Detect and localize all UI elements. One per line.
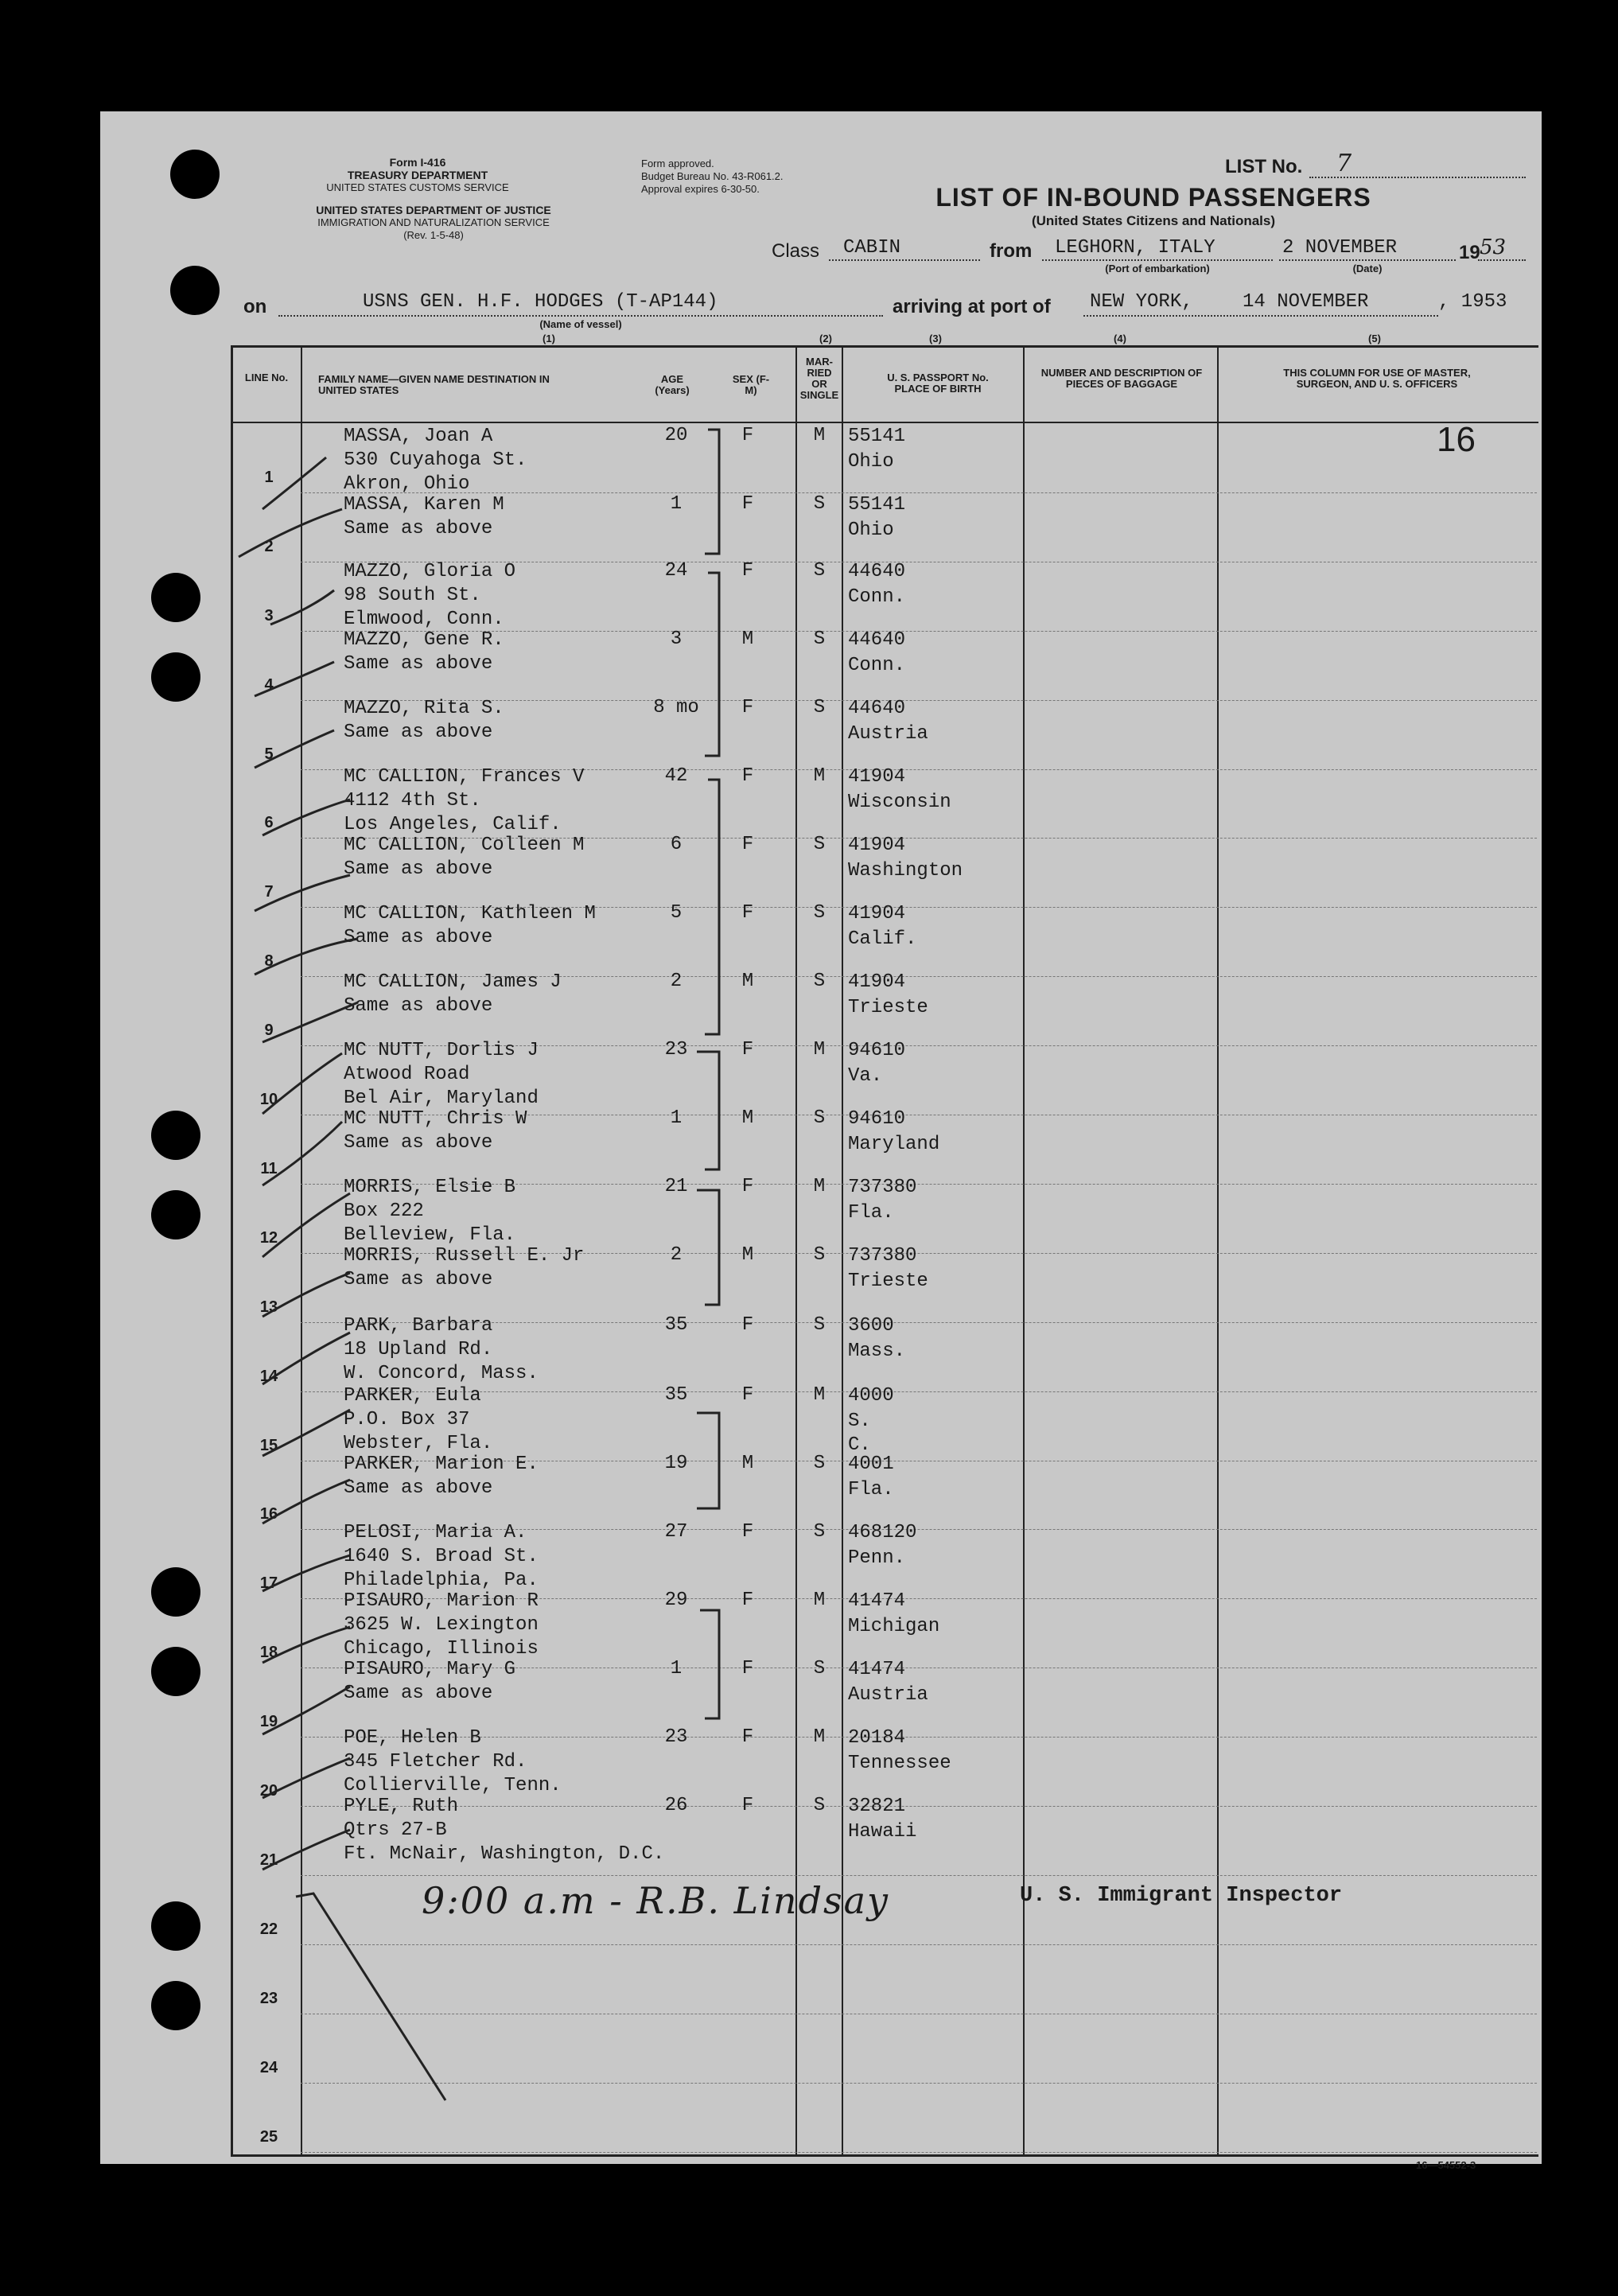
line-number: 23	[259, 1990, 278, 2007]
line-number: 11	[260, 1160, 278, 1177]
passenger-name: MC CALLION, Kathleen M	[344, 903, 596, 924]
col-number-4: (4)	[1114, 333, 1126, 344]
line-number: 14	[259, 1368, 278, 1385]
passenger-destination: Philadelphia, Pa.	[344, 1570, 539, 1591]
passport-number: 3600	[848, 1315, 894, 1337]
passport-number: 20184	[848, 1727, 906, 1749]
treasury-label: TREASURY DEPARTMENT	[347, 169, 488, 181]
line-number: 17	[259, 1574, 278, 1592]
manifest-sheet	[100, 111, 1542, 2164]
passenger-destination: Same as above	[344, 1132, 493, 1154]
line-number: 10	[259, 1091, 278, 1108]
passenger-marital-status: S	[813, 1314, 826, 1336]
arrival-port: NEW YORK,	[1090, 291, 1193, 313]
passenger-marital-status: S	[813, 834, 826, 855]
place-of-birth: Tennessee	[848, 1753, 951, 1774]
passport-number: 41904	[848, 971, 906, 993]
passport-number: 737380	[848, 1245, 917, 1267]
year-prefix: 19	[1459, 242, 1480, 263]
line-number: 15	[259, 1437, 278, 1454]
row-separator	[301, 1944, 1537, 1945]
passenger-marital-status: S	[813, 1453, 826, 1474]
passport-number: 41904	[848, 835, 906, 856]
place-of-birth: Fla.	[848, 1202, 894, 1224]
passenger-sex: F	[741, 560, 754, 582]
passenger-age: 2	[670, 1244, 683, 1266]
passenger-destination: Same as above	[344, 1683, 493, 1704]
line-number: 18	[259, 1644, 278, 1661]
passenger-destination: Same as above	[344, 1477, 493, 1499]
expiry-label: Approval expires 6-30-50.	[641, 183, 760, 195]
form-number: Form I-416	[389, 156, 446, 169]
line-number: 5	[264, 745, 274, 763]
place-of-birth: Calif.	[848, 928, 917, 950]
passenger-sex: F	[741, 1314, 754, 1336]
place-of-birth: Mass.	[848, 1341, 906, 1362]
vessel-name: USNS GEN. H.F. HODGES (T-AP144)	[363, 291, 718, 313]
place-of-birth: Trieste	[848, 997, 928, 1018]
punch-hole	[151, 652, 200, 702]
place-of-birth: Wisconsin	[848, 792, 951, 813]
col-header-passport: U. S. PASSPORT No. PLACE OF BIRTH	[887, 372, 989, 395]
passenger-destination: Same as above	[344, 518, 493, 539]
line-number: 19	[259, 1713, 278, 1730]
passenger-destination: Box 222	[344, 1201, 424, 1222]
passenger-sex: F	[741, 765, 754, 787]
punch-hole	[151, 1647, 200, 1696]
passenger-sex: F	[741, 425, 754, 446]
inspector-stamp: U. S. Immigrant Inspector	[1020, 1884, 1343, 1908]
passenger-name: MC CALLION, James J	[344, 971, 562, 993]
passenger-name: PARK, Barbara	[344, 1315, 493, 1337]
passenger-age: 21	[664, 1176, 688, 1197]
from-value: LEGHORN, ITALY	[1055, 237, 1215, 259]
passenger-marital-status: M	[813, 425, 826, 446]
line-number: 24	[259, 2059, 278, 2076]
list-no-underline	[1309, 177, 1526, 178]
line-number: 25	[259, 2128, 278, 2146]
manifest-subtitle: (United States Citizens and Nationals)	[1031, 213, 1276, 228]
passport-number: 41904	[848, 766, 906, 788]
class-label: Class	[772, 240, 820, 262]
departure-date: 2 NOVEMBER	[1282, 237, 1398, 259]
table-top-border	[231, 345, 1538, 348]
passenger-marital-status: S	[813, 1795, 826, 1816]
line-number: 2	[264, 538, 274, 555]
table-header-border	[231, 422, 1538, 423]
passenger-age: 24	[664, 560, 688, 582]
passenger-name: MC NUTT, Dorlis J	[344, 1040, 539, 1061]
passenger-sex: F	[741, 1590, 754, 1611]
line-number: 21	[259, 1851, 278, 1869]
passenger-marital-status: S	[813, 493, 826, 515]
place-of-birth: Conn.	[848, 586, 906, 608]
line-number: 4	[264, 676, 274, 694]
justice-label: UNITED STATES DEPARTMENT OF JUSTICE	[316, 204, 551, 216]
col-header-sex: SEX (F-M)	[732, 373, 770, 396]
passenger-destination: Same as above	[344, 722, 493, 743]
line-number: 6	[264, 814, 274, 831]
place-of-birth: Penn.	[848, 1547, 906, 1569]
manifest-title: LIST OF IN-BOUND PASSENGERS	[935, 183, 1371, 212]
passenger-age: 5	[670, 902, 683, 924]
line-number: 13	[259, 1298, 278, 1316]
place-of-birth: Hawaii	[848, 1821, 917, 1843]
passenger-sex: F	[741, 1384, 754, 1406]
passenger-destination: 3625 W. Lexington	[344, 1614, 539, 1636]
place-of-birth: Ohio	[848, 520, 894, 541]
col-number-1: (1)	[543, 333, 555, 344]
list-no-value: 7	[1336, 150, 1352, 177]
passenger-destination: 4112 4th St.	[344, 790, 481, 811]
passenger-marital-status: S	[813, 902, 826, 924]
passenger-sex: F	[741, 493, 754, 515]
class-value: CABIN	[843, 237, 901, 259]
punch-hole	[170, 266, 220, 315]
passenger-name: PISAURO, Mary G	[344, 1659, 516, 1680]
place-of-birth: Trieste	[848, 1271, 928, 1292]
passenger-sex: F	[741, 1726, 754, 1748]
col-header-line: LINE No.	[244, 372, 289, 383]
passenger-destination: Atwood Road	[344, 1064, 470, 1085]
passenger-age: 35	[664, 1314, 688, 1336]
passenger-age: 23	[664, 1039, 688, 1060]
passenger-age: 1	[670, 1658, 683, 1679]
passport-number: 55141	[848, 426, 906, 447]
year-underline	[1478, 259, 1526, 261]
passenger-destination: Los Angeles, Calif.	[344, 814, 562, 835]
passenger-name: MORRIS, Russell E. Jr	[344, 1245, 585, 1267]
passenger-destination: P.O. Box 37	[344, 1409, 470, 1430]
row-separator	[301, 1806, 1537, 1807]
passenger-destination: 530 Cuyahoga St.	[344, 449, 527, 471]
passenger-sex: F	[741, 1176, 754, 1197]
passenger-destination: Ft. McNair, Washington, D.C.	[344, 1843, 665, 1865]
line-number: 3	[264, 607, 274, 625]
passenger-sex: F	[741, 1521, 754, 1543]
passenger-destination: Chicago, Illinois	[344, 1638, 539, 1660]
passenger-sex: F	[741, 902, 754, 924]
passenger-age: 1	[670, 1107, 683, 1129]
col-header-name: FAMILY NAME—GIVEN NAME DESTINATION IN UNITED STATES	[318, 373, 550, 396]
punch-hole	[151, 1567, 200, 1617]
vessel-caption: (Name of vessel)	[539, 318, 622, 330]
line-number: 16	[259, 1505, 278, 1523]
passenger-sex: M	[741, 1107, 754, 1129]
col-header-age: AGE (Years)	[655, 373, 690, 396]
passenger-age: 2	[670, 971, 683, 992]
passenger-marital-status: M	[813, 1039, 826, 1060]
passport-number: 41904	[848, 903, 906, 924]
place-of-birth: Michigan	[848, 1616, 940, 1637]
passenger-name: PARKER, Marion E.	[344, 1453, 539, 1475]
passenger-marital-status: S	[813, 1244, 826, 1266]
place-of-birth: Washington	[848, 860, 963, 881]
punch-hole	[151, 1901, 200, 1951]
passenger-age: 35	[664, 1384, 688, 1406]
place-of-birth: S. C.	[848, 1411, 871, 1456]
punch-hole	[151, 1111, 200, 1160]
passenger-marital-status: S	[813, 560, 826, 582]
line-number: 22	[259, 1920, 278, 1938]
passport-number: 55141	[848, 494, 906, 516]
passenger-destination: Qtrs 27-B	[344, 1819, 447, 1841]
col-number-3: (3)	[929, 333, 942, 344]
passenger-destination: Bel Air, Maryland	[344, 1088, 539, 1109]
passenger-destination: Same as above	[344, 995, 493, 1017]
passenger-destination: Collierville, Tenn.	[344, 1775, 562, 1796]
passenger-sex: F	[741, 697, 754, 718]
date-caption: (Date)	[1352, 263, 1383, 274]
form-print-code: 16—54552-3	[1416, 2159, 1476, 2171]
punch-hole	[151, 1981, 200, 2030]
date-underline	[1279, 259, 1456, 261]
place-of-birth: Conn.	[848, 655, 906, 676]
passenger-age: 8 mo	[653, 697, 699, 718]
port-caption: (Port of embarkation)	[1105, 263, 1210, 274]
table-left-border	[231, 345, 233, 2156]
passenger-marital-status: M	[813, 765, 826, 787]
customs-label: UNITED STATES CUSTOMS SERVICE	[326, 181, 509, 193]
place-of-birth: Maryland	[848, 1134, 940, 1155]
passport-number: 4001	[848, 1453, 894, 1475]
passenger-destination: W. Concord, Mass.	[344, 1363, 539, 1384]
passenger-destination: Akron, Ohio	[344, 473, 470, 495]
row-separator	[301, 1875, 1537, 1876]
passenger-age: 20	[664, 425, 688, 446]
year-value: 53	[1480, 235, 1507, 259]
from-label: from	[990, 240, 1033, 262]
line-number: 7	[264, 883, 274, 901]
passport-number: 737380	[848, 1177, 917, 1198]
passenger-destination: Same as above	[344, 1269, 493, 1290]
passenger-sex: M	[741, 628, 754, 650]
passenger-marital-status: M	[813, 1384, 826, 1406]
arrival-date: 14 NOVEMBER	[1243, 291, 1369, 313]
passenger-destination: 345 Fletcher Rd.	[344, 1751, 527, 1773]
arrival-underline	[1083, 315, 1438, 317]
place-of-birth: Austria	[848, 1684, 928, 1706]
list-no-label: LIST No.	[1225, 156, 1303, 177]
line-number: 20	[259, 1782, 278, 1800]
arriving-label: arriving at port of	[893, 296, 1051, 317]
col-number-2: (2)	[819, 333, 832, 344]
passenger-name: MAZZO, Gloria O	[344, 561, 516, 582]
passenger-name: MASSA, Joan A	[344, 426, 493, 447]
passport-number: 44640	[848, 698, 906, 719]
passenger-name: MAZZO, Gene R.	[344, 629, 504, 651]
passenger-age: 26	[664, 1795, 688, 1816]
passenger-destination: Same as above	[344, 653, 493, 675]
place-of-birth: Fla.	[848, 1479, 894, 1500]
passenger-marital-status: S	[813, 1658, 826, 1679]
passenger-sex: M	[741, 1244, 754, 1266]
passport-number: 32821	[848, 1796, 906, 1817]
row-separator	[301, 1391, 1537, 1392]
passenger-name: MORRIS, Elsie B	[344, 1177, 516, 1198]
passenger-marital-status: S	[813, 628, 826, 650]
line-number: 9	[264, 1022, 274, 1039]
from-underline	[1042, 259, 1273, 261]
passenger-age: 29	[664, 1590, 688, 1611]
arrival-year: , 1953	[1438, 291, 1507, 313]
passport-number: 44640	[848, 629, 906, 651]
vessel-underline	[278, 315, 883, 317]
passport-number: 94610	[848, 1040, 906, 1061]
passenger-destination: 1640 S. Broad St.	[344, 1546, 539, 1567]
passenger-age: 6	[670, 834, 683, 855]
passenger-name: MC CALLION, Frances V	[344, 766, 585, 788]
punch-hole	[151, 573, 200, 622]
punch-hole	[151, 1190, 200, 1239]
row-separator	[301, 1737, 1537, 1738]
col-header-officers: THIS COLUMN FOR USE OF MASTER, SURGEON, AND U. S. OFFICERS	[1283, 367, 1471, 390]
revision-label: (Rev. 1-5-48)	[403, 229, 464, 241]
col-header-married: MAR-RIED OR SINGLE	[799, 356, 839, 401]
passport-number: 41474	[848, 1590, 906, 1612]
col-header-baggage: NUMBER AND DESCRIPTION OF PIECES OF BAGGAGE	[1040, 367, 1203, 390]
passenger-age: 23	[664, 1726, 688, 1748]
passenger-name: MC CALLION, Colleen M	[344, 835, 585, 856]
inspector-handwriting: 9:00 a.m - R.B. Lindsay	[422, 1879, 890, 1922]
passport-number: 94610	[848, 1108, 906, 1130]
passenger-marital-status: S	[813, 697, 826, 718]
passenger-sex: M	[741, 971, 754, 992]
punch-hole	[170, 150, 220, 199]
budget-label: Budget Bureau No. 43-R061.2.	[641, 170, 784, 182]
passenger-age: 42	[664, 765, 688, 787]
place-of-birth: Ohio	[848, 451, 894, 473]
row-separator	[301, 2083, 1537, 2084]
table-bottom-border	[231, 2154, 1538, 2157]
class-underline	[829, 259, 980, 261]
row-separator	[301, 2152, 1537, 2153]
on-label: on	[243, 296, 267, 317]
passenger-sex: F	[741, 1039, 754, 1060]
passenger-sex: F	[741, 834, 754, 855]
passenger-marital-status: S	[813, 1107, 826, 1129]
place-of-birth: Austria	[848, 723, 928, 745]
passenger-name: MASSA, Karen M	[344, 494, 504, 516]
passport-number: 41474	[848, 1659, 906, 1680]
passenger-age: 27	[664, 1521, 688, 1543]
passport-number: 4000	[848, 1385, 894, 1407]
col-divider-line	[301, 345, 302, 2156]
line-number: 8	[264, 952, 274, 970]
col-number-5: (5)	[1368, 333, 1381, 344]
passenger-marital-status: M	[813, 1726, 826, 1748]
approval-label: Form approved.	[641, 158, 714, 169]
passenger-destination: Webster, Fla.	[344, 1433, 493, 1454]
officer-count: 16	[1437, 420, 1476, 459]
passenger-age: 19	[664, 1453, 688, 1474]
passenger-sex: M	[741, 1453, 754, 1474]
passenger-destination: Elmwood, Conn.	[344, 609, 504, 630]
passenger-marital-status: M	[813, 1590, 826, 1611]
passport-number: 44640	[848, 561, 906, 582]
passenger-name: POE, Helen B	[344, 1727, 481, 1749]
passenger-name: PELOSI, Maria A.	[344, 1522, 527, 1543]
passenger-name: PYLE, Ruth	[344, 1796, 459, 1817]
passenger-destination: Belleview, Fla.	[344, 1224, 516, 1246]
passenger-destination: 98 South St.	[344, 585, 481, 606]
passenger-marital-status: S	[813, 971, 826, 992]
passport-number: 468120	[848, 1522, 917, 1543]
passenger-name: MC NUTT, Chris W	[344, 1108, 527, 1130]
passenger-name: PARKER, Eula	[344, 1385, 481, 1407]
passenger-sex: F	[741, 1658, 754, 1679]
line-number: 12	[259, 1229, 278, 1247]
passenger-destination: 18 Upland Rd.	[344, 1339, 493, 1360]
passenger-name: PISAURO, Marion R	[344, 1590, 539, 1612]
passenger-sex: F	[741, 1795, 754, 1816]
passenger-marital-status: S	[813, 1521, 826, 1543]
passenger-age: 1	[670, 493, 683, 515]
ins-label: IMMIGRATION AND NATURALIZATION SERVICE	[317, 216, 550, 228]
passenger-destination: Same as above	[344, 927, 493, 948]
place-of-birth: Va.	[848, 1065, 883, 1087]
passenger-destination: Same as above	[344, 858, 493, 880]
passenger-age: 3	[670, 628, 683, 650]
passenger-name: MAZZO, Rita S.	[344, 698, 504, 719]
line-number: 1	[264, 469, 274, 486]
passenger-marital-status: M	[813, 1176, 826, 1197]
